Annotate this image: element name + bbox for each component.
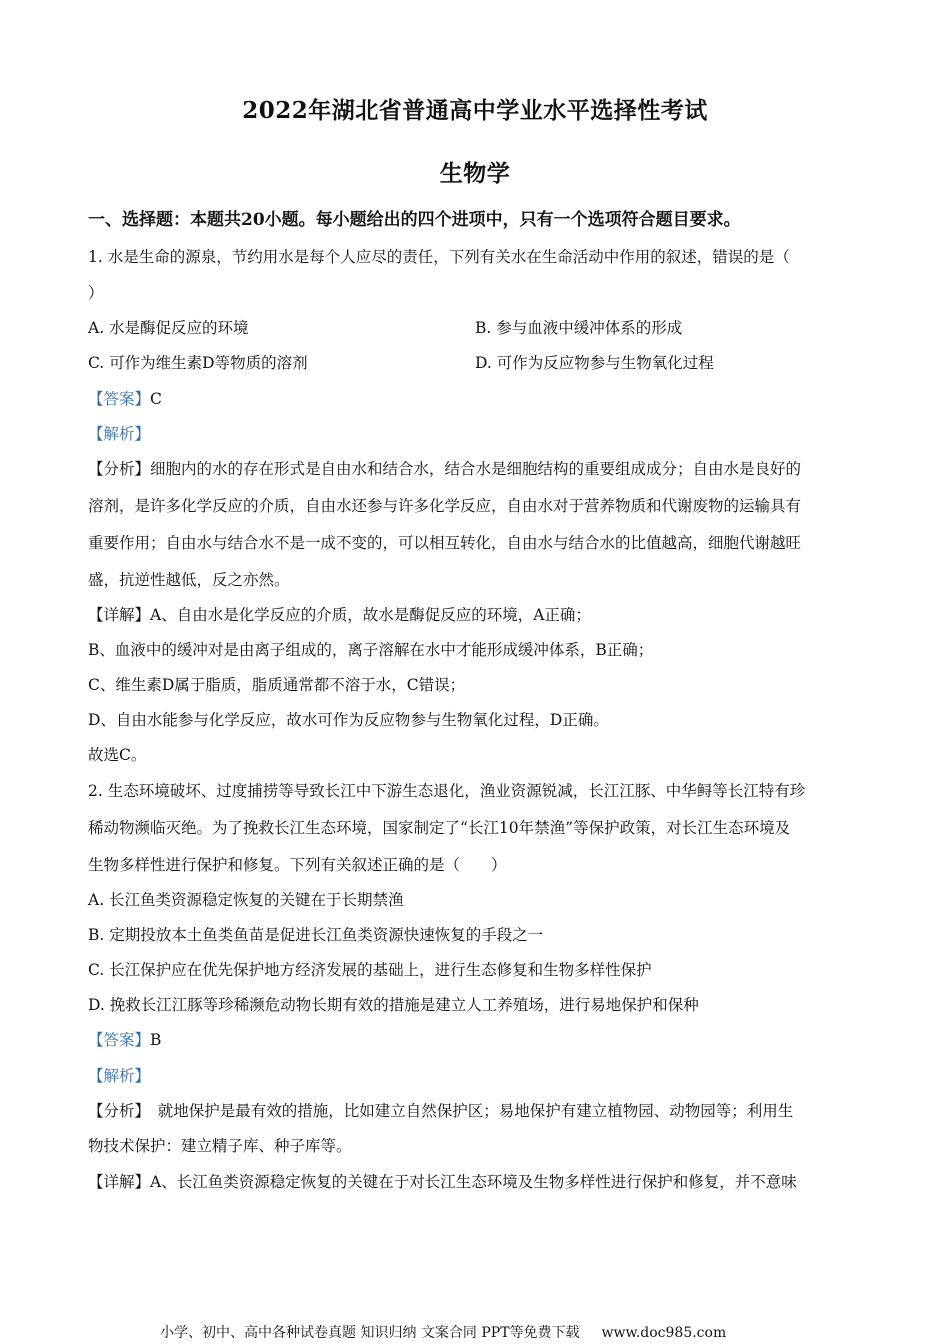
q2-fenxi-line2: 物技术保护：建立精子库、种子库等。: [88, 1137, 352, 1155]
q1-fenxi-line2: 溶剂，是许多化学反应的介质，自由水还参与许多化学反应，自由水对于营养物质和代谢废物的运输具有: [88, 497, 802, 515]
fenxi-tag: 【分析】: [88, 1102, 143, 1120]
subject-title: 生物学: [439, 160, 511, 187]
q2-option-d: D. 挽救长江江豚等珍稀濒危动物长期有效的措施是建立人工养殖场，进行易地保护和保种: [88, 996, 699, 1014]
q1-detail-c: C、维生素D属于脂质，脂质通常都不溶于水，C错误；: [88, 676, 466, 694]
detail-tag: 【详解】: [88, 1173, 151, 1191]
q1-option-c: C. 可作为维生素D等物质的溶剂: [88, 354, 308, 372]
answer-value: B: [150, 1031, 162, 1049]
q2-stem-line3: 生物多样性进行保护和修复。下列有关叙述正确的是（ ）: [88, 856, 507, 874]
fenxi-text: 就地保护是最有效的措施，比如建立自然保护区；易地保护有建立植物园、动物园等；利用生: [142, 1102, 794, 1120]
q2-option-c: C. 长江保护应在优先保护地方经济发展的基础上，进行生态修复和生物多样性保护: [88, 961, 652, 979]
q2-stem-line2: 稀动物濒临灭绝。为了挽救长江生态环境，国家制定了“长江10年禁渔”等保护政策，对长江生态环境及: [88, 819, 791, 837]
q2-answer: [88, 1030, 161, 1050]
analysis-tag: 【解析】: [88, 425, 151, 443]
q1-detail-b: B、血液中的缓冲对是由离子组成的，离子溶解在水中才能形成缓冲体系，B正确；: [88, 641, 654, 659]
footer-url[interactable]: www.doc985.com: [601, 1325, 727, 1341]
q2-option-a: A. 长江鱼类资源稳定恢复的关键在于长期禁渔: [88, 891, 404, 909]
analysis-tag: 【解析】: [88, 1067, 151, 1085]
q1-fenxi-line1: [88, 459, 801, 479]
answer-value: C: [150, 390, 162, 408]
section-heading: 一、选择题：本题共20小题。每小题给出的四个进项中，只有一个选项符合题目要求。: [88, 210, 741, 230]
q1-stem-line1: 1. 水是生命的源泉，节约用水是每个人应尽的责任，下列有关水在生命活动中作用的叙述，错误的是（: [88, 248, 790, 266]
q1-conclusion: 故选C。: [88, 746, 147, 764]
q1-detail-d: D、自由水能参与化学反应，故水可作为反应物参与生物氧化过程，D正确。: [88, 711, 609, 729]
q2-analysis-heading: [88, 1066, 150, 1086]
q1-fenxi-line3: 重要作用；自由水与结合水不是一成不变的，可以相互转化，自由水与结合水的比值越高，细胞代谢越旺: [88, 534, 802, 552]
q1-stem-line2: ）: [88, 284, 104, 302]
q1-detail-a: [88, 605, 591, 625]
detail-tag: 【详解】: [88, 606, 151, 624]
q1-fenxi-line4: 盛，抗逆性越低，反之亦然。: [88, 571, 290, 589]
detail-text: A、自由水是化学反应的介质，故水是酶促反应的环境，A正确；: [150, 606, 591, 624]
q2-stem-line1: 2. 生态环境破坏、过度捕捞等导致长江中下游生态退化，渔业资源锐减，长江江豚、中华鲟等长江特有珍: [88, 782, 806, 800]
q2-detail-a: [88, 1172, 797, 1192]
fenxi-tag: 【分析】: [88, 460, 151, 478]
q1-answer: [88, 389, 162, 409]
fenxi-text: 细胞内的水的存在形式是自由水和结合水，结合水是细胞结构的重要组成成分；自由水是良好的: [150, 460, 802, 478]
page-footer: [160, 1322, 726, 1342]
answer-tag: 【答案】: [88, 390, 151, 408]
exam-title: 2022年湖北省普通高中学业水平选择性考试: [242, 97, 708, 124]
q2-option-b: B. 定期投放本土鱼类鱼苗是促进长江鱼类资源快速恢复的手段之一: [88, 926, 544, 944]
q1-option-b: B. 参与血液中缓冲体系的形成: [475, 319, 683, 337]
footer-text: 小学、初中、高中各种试卷真题 知识归纳 文案合同 PPT等免费下载: [160, 1325, 580, 1341]
detail-text: A、长江鱼类资源稳定恢复的关键在于对长江生态环境及生物多样性进行保护和修复，并不意味: [150, 1173, 797, 1191]
q1-option-d: D. 可作为反应物参与生物氧化过程: [475, 354, 714, 372]
q1-option-a: A. 水是酶促反应的环境: [88, 319, 249, 337]
q1-analysis-heading: [88, 424, 150, 444]
answer-tag: 【答案】: [88, 1031, 151, 1049]
q2-fenxi-line1: [88, 1101, 793, 1121]
